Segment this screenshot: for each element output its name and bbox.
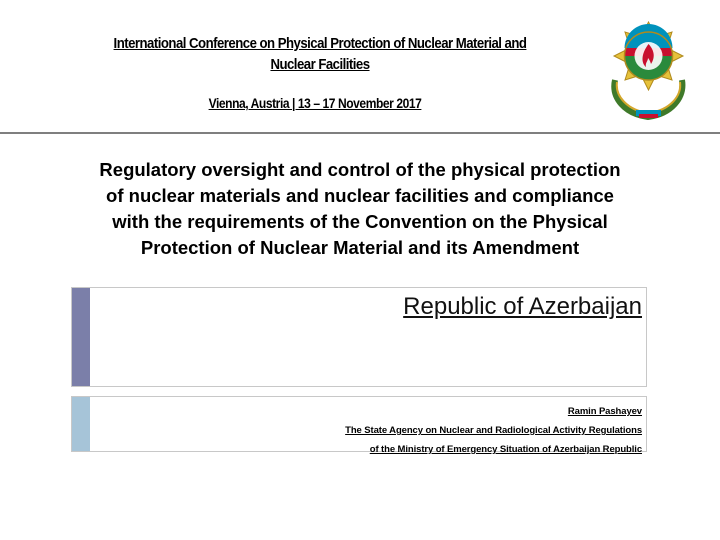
presentation-title-line-1: Regulatory oversight and control of the physical protection xyxy=(99,159,621,180)
country-box-accent-bar xyxy=(72,288,90,386)
author-box xyxy=(71,396,647,455)
author-box-accent-bar xyxy=(72,397,90,451)
author-info xyxy=(345,402,642,459)
author-ministry: of the Ministry of Emergency Situation of Azerbaijan Republic xyxy=(369,444,642,455)
country-box xyxy=(71,287,647,387)
conference-title xyxy=(65,33,575,75)
header-divider xyxy=(0,132,720,134)
author-name: Ramin Pashayev xyxy=(567,406,642,417)
azerbaijan-state-emblem-icon xyxy=(603,20,694,121)
presentation-title-line-3: with the requirements of the Convention on the Physical xyxy=(112,211,608,232)
country-name: Republic of Azerbaijan xyxy=(403,293,642,320)
conference-title-line-1: International Conference on Physical Protection of Nuclear Material and xyxy=(113,35,527,52)
author-agency: The State Agency on Nuclear and Radiological Activity Regulations xyxy=(345,425,642,436)
conference-title-line-2: Nuclear Facilities xyxy=(270,56,370,73)
presentation-title-line-4: Protection of Nuclear Material and its Amendment xyxy=(140,237,580,258)
presentation-title xyxy=(48,157,672,261)
slide-header xyxy=(0,0,720,133)
presentation-title-line-2: of nuclear materials and nuclear facilities and compliance xyxy=(106,185,614,206)
location-date: Vienna, Austria | 13 – 17 November 2017 xyxy=(208,95,422,111)
